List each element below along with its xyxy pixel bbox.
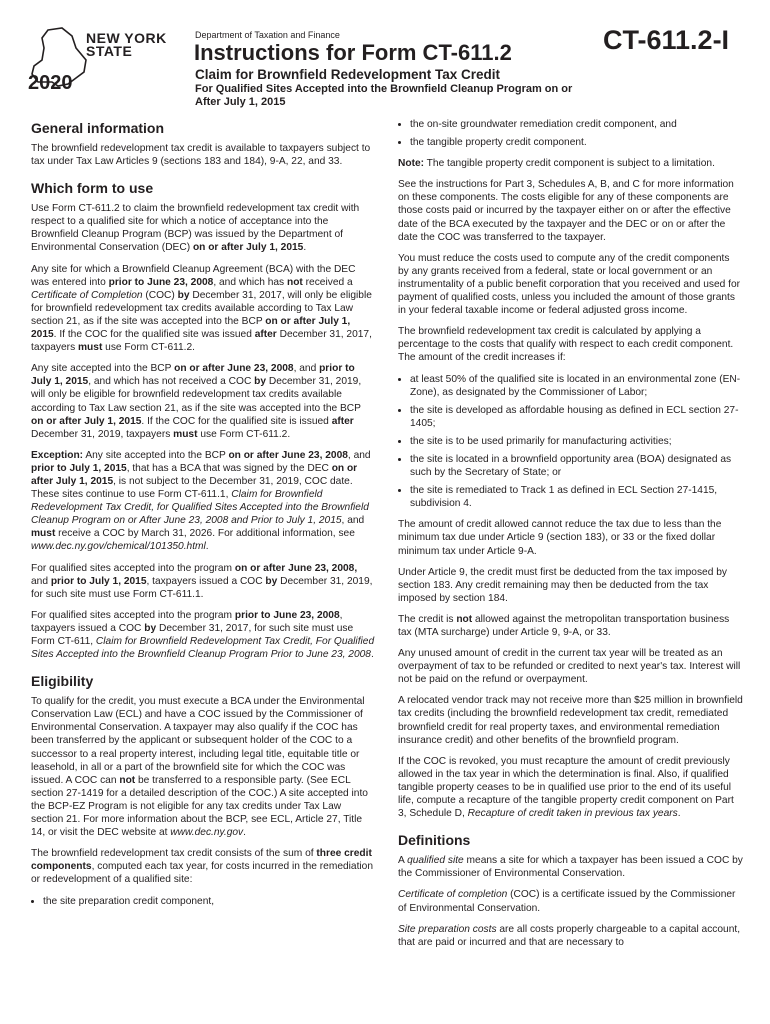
heading-general-information: General information bbox=[31, 120, 165, 136]
paragraph: The brownfield redevelopment tax credit is available to taxpayers subject to tax under Tax Law Articles 9 (sections 183 and 184), 9-A, 22, and 33. bbox=[31, 143, 371, 168]
paragraph: Any site for which a Brownfield Cleanup Agreement (BCA) with the DEC was entered into prior to June 23, 2008, and which has not received a Certificate of Completion (COC) by December 31, 2017, will only be eligible for brownfield redevelopment tax credits available according to Tax Law section 21, as if the site was accepted into the BCP on or after July 1, 2015. If the COC for the qualified site was issued after December 31, 2017, taxpayers must use Form CT-611.2. bbox=[31, 263, 372, 354]
paragraph: See the instructions for Part 3, Schedules A, B, and C for more information on these components. The costs eligible for any of these components are those costs paid or incurred by the taxpayer either on or after the effective date of the BCA executed by the taxpayer and the DEC or on or after the date the COC was transferred to the taxpayer. bbox=[398, 179, 734, 243]
heading-which-form: Which form to use bbox=[31, 180, 154, 197]
dec-website-link[interactable]: www.dec.ny.gov bbox=[170, 827, 244, 839]
list-item: • the site is developed as affordable housing as defined in ECL section 27-1405; bbox=[410, 404, 743, 430]
paragraph: Any unused amount of credit in the current tax year will be treated as an overpayment of tax to be refunded or credited to next year's tax. Interest will not be paid on the refund or overpayment. bbox=[398, 648, 741, 686]
paragraph: Any site accepted into the BCP on or after June 23, 2008, and prior to July 1, 2015, and which has not received a COC by December 31, 2019, will only be eligible for brownfield redevelopment tax credits available according to Tax Law section 21, as if the site was accepted into the BCP on or after July 1, 2015. If the COC for the qualified site is issued after December 31, 2019, taxpayers must use Form CT-611.2. bbox=[31, 363, 362, 440]
paragraph: The credit is not allowed against the metropolitan transportation business tax (MTA surcharge) under Article 9, 9-A, or 33. bbox=[398, 613, 730, 638]
list-item: • at least 50% of the qualified site is located in an environmental zone (EN-Zone), as designated by the Commissioner of Labor; bbox=[410, 373, 743, 399]
nys-logo bbox=[28, 26, 188, 106]
list-item: • the site is located in a brownfield opportunity area (BOA) designated as such by the Secretary of State; or bbox=[410, 453, 743, 479]
list-item: • the site preparation credit component, bbox=[43, 895, 376, 908]
logo-text: NEW YORK STATE bbox=[86, 30, 167, 59]
left-column bbox=[31, 120, 376, 916]
form-subsubtitle: For Qualified Sites Accepted into the Brownfield Cleanup Program on or After July 1, 2015 bbox=[195, 83, 573, 108]
form-subtitle: Claim for Brownfield Redevelopment Tax Credit bbox=[195, 67, 501, 82]
paragraph: You must reduce the costs used to compute any of the credit components by any grants received from a federal, state or local government or an instrumentality of a public benefit corporation that you received and used for payment of qualified costs, unless you included the amount of those grants in your federal taxable income or federal adjusted gross income. bbox=[398, 252, 741, 317]
list-item: • the site is remediated to Track 1 as defined in ECL Section 27-1415, subdivision 4. bbox=[410, 484, 743, 510]
tax-year: 2020 bbox=[28, 72, 73, 94]
paragraph-exception: Exception: Any site accepted into the BCP on or after June 23, 2008, and prior to July 1, 2015, that has a BCA that was signed by the DEC on or after July 1, 2015, is not subject to the December 31, 2019, COC date. These sites continue to use Form CT-611.1, Claim for Brownfield Redevelopment Tax Credit, for Qualified Sites Accepted into the Brownfield Cleanup Program on or After June 23, 2008 and Prior to July 1, 2015, and must receive a COC by March 31, 2026. For additional information, see www.dec.ny.gov/chemical/101350.html. bbox=[31, 449, 371, 553]
form-code: CT-611.2-I bbox=[603, 25, 730, 55]
list-item: • the tangible property credit component. bbox=[410, 136, 743, 149]
list-item: • the on-site groundwater remediation credit component, and bbox=[410, 118, 743, 131]
credit-components-list-continued bbox=[398, 118, 743, 149]
list-item: • the site is to be used primarily for manufacturing activities; bbox=[410, 435, 743, 448]
paragraph: Site preparation costs are all costs properly chargeable to a capital account, that are paid or incurred and that are necessary to bbox=[398, 923, 741, 948]
paragraph: The amount of credit allowed cannot reduce the tax due to less than the minimum tax due under Article 9 (section 183), or 33 or the fixed dollar minimum tax under Article 9-A. bbox=[398, 519, 722, 557]
credit-increase-list bbox=[398, 373, 743, 511]
paragraph: For qualified sites accepted into the program prior to June 23, 2008, taxpayers issued a COC by December 31, 2017, for such site must use Form CT-611, Claim for Brownfield Redevelopment Tax Credit, For Qualified Sites Accepted into the Brownfield Cleanup Program Prior to June 23, 2008. bbox=[31, 609, 375, 661]
note: Note: The tangible property credit component is subject to a limitation. bbox=[398, 158, 715, 170]
heading-eligibility: Eligibility bbox=[31, 673, 94, 690]
paragraph: The brownfield redevelopment tax credit is calculated by applying a percentage to the costs that qualify with respect to each credit component. The amount of the credit increases if: bbox=[398, 326, 734, 364]
paragraph: A relocated vendor track may not receive more than $25 million in brownfield tax credits (including the brownfield redevelopment tax credit, remediated brownfield credit for real property taxes, and environmental remediation insurance credit) and other benefits of the brownfield program. bbox=[398, 695, 743, 746]
paragraph: A qualified site means a site for which a taxpayer has been issued a COC by the Commissioner of Environmental Conservation. bbox=[398, 855, 743, 880]
dec-chemical-link[interactable]: www.dec.ny.gov/chemical/101350.html bbox=[31, 541, 206, 553]
paragraph: The brownfield redevelopment tax credit consists of the sum of three credit components, computed each tax year, for costs incurred in the remediation or redevelopment of a qualified site: bbox=[31, 848, 374, 886]
paragraph: Certificate of completion (COC) is a certificate issued by the Commissioner of Environmental Conservation. bbox=[398, 889, 736, 914]
paragraph: If the COC is revoked, you must recapture the amount of credit previously allowed in the tax year in which the determination is final. Also, if qualified tangible property ceases to be in qualified use prior to the end of its useful life, compute a recapture of the tangible property credit component on Part 3, Schedule D, Recapture of credit taken in previous tax years. bbox=[398, 755, 734, 820]
paragraph: Under Article 9, the credit must first be deducted from the tax imposed by section 183. Any credit remaining may then be deducted from the tax imposed by section 184. bbox=[398, 566, 727, 604]
paragraph: To qualify for the credit, you must execute a BCA under the Environmental Conservation Law (ECL) and have a COC issued by the Commissioner of Environmental Conservation. A taxpayer may also qualify if the COC has been transferred by the applicant or subsequent holder of the COC to a successor to a real property interest, including legal title, equitable title or leasehold, in all or a part of the brownfield site for which the COC was issued. A COC can not be transferred to a responsible party. (See ECL section 27-1419 for a detailed description of the COC.) A site accepted into the BCP-EZ Program is not eligible for any tax credits under Tax Law section 21. For more information about the BCP, see ECL, Article 27, Title 14, or visit the DEC website at www.dec.ny.gov. bbox=[31, 696, 368, 839]
department-name: Department of Taxation and Finance bbox=[195, 30, 340, 40]
right-column bbox=[398, 118, 743, 957]
page-title: Instructions for Form CT-611.2 bbox=[194, 40, 512, 65]
paragraph: Use Form CT-611.2 to claim the brownfield redevelopment tax credit with respect to a qualified site for which a notice of acceptance into the Brownfield Cleanup Program (BCP) was issued by the Department of Environmental Conservation (DEC) on or after July 1, 2015. bbox=[31, 203, 360, 254]
paragraph: For qualified sites accepted into the program on or after June 23, 2008, and prior to July 1, 2015, taxpayers issued a COC by December 31, 2019, for such site must use Form CT-611.1. bbox=[31, 562, 373, 600]
credit-components-list bbox=[31, 895, 376, 908]
heading-definitions: Definitions bbox=[398, 832, 471, 849]
